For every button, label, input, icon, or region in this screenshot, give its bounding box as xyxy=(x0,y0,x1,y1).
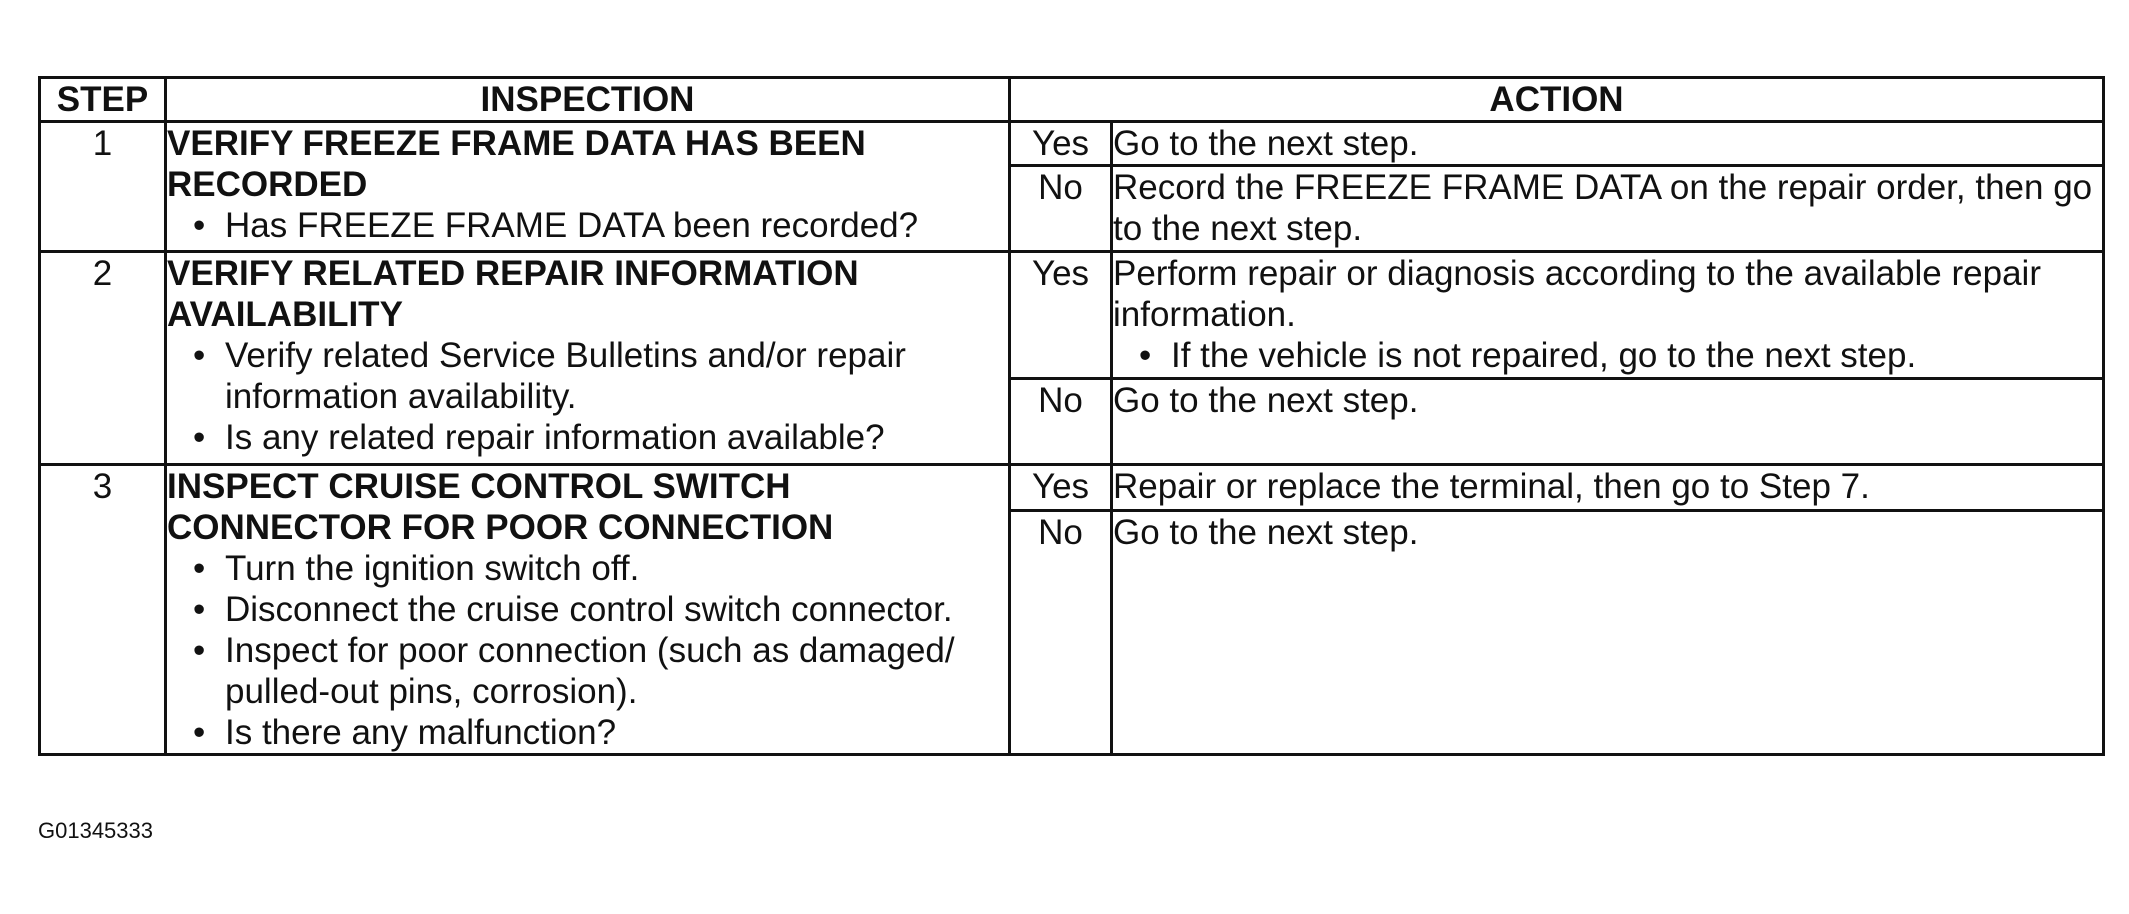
bullet-text: Verify related Service Bulletins and/or repair information availability. xyxy=(225,336,906,416)
yes-label: Yes xyxy=(1010,465,1112,511)
inspection-title: INSPECT CRUISE CONTROL SWITCH CONNECTOR FOR POOR CONNECTION xyxy=(167,467,834,547)
inspection-bullets xyxy=(167,548,1008,753)
step-number: 3 xyxy=(40,465,166,755)
inspection-title: VERIFY FREEZE FRAME DATA HAS BEEN RECORDED xyxy=(167,124,866,204)
table-row xyxy=(40,122,2104,166)
inspection-cell xyxy=(166,252,1010,465)
action-text: Perform repair or diagnosis according to the available repair information. xyxy=(1113,254,2041,334)
bullet-text: Turn the ignition switch off. xyxy=(225,549,640,588)
inspection-cell xyxy=(166,465,1010,755)
inspection-title: VERIFY RELATED REPAIR INFORMATION AVAILABILITY xyxy=(167,254,859,334)
inspection-bullets xyxy=(167,335,1008,458)
yes-label: Yes xyxy=(1010,252,1112,379)
no-action xyxy=(1112,511,2104,755)
bullet-icon: • xyxy=(193,206,206,245)
list-item xyxy=(193,589,1008,630)
action-bullets xyxy=(1113,335,2102,376)
bullet-icon: • xyxy=(1139,336,1152,375)
header-step: STEP xyxy=(40,78,166,122)
bullet-icon: • xyxy=(193,418,206,457)
bullet-text: Inspect for poor connection (such as damaged/ pulled-out pins, corrosion). xyxy=(225,631,955,711)
header-row xyxy=(40,78,2104,122)
no-action xyxy=(1112,379,2104,465)
action-text: Record the FREEZE FRAME DATA on the repair order, then go to the next step. xyxy=(1113,168,2093,248)
yes-action xyxy=(1112,252,2104,379)
action-text: Go to the next step. xyxy=(1113,124,1419,163)
inspection-cell xyxy=(166,122,1010,252)
inspection-bullets xyxy=(167,205,1008,246)
no-label: No xyxy=(1010,511,1112,755)
table-row xyxy=(40,465,2104,511)
yes-action xyxy=(1112,122,2104,166)
bullet-text: Is there any malfunction? xyxy=(225,713,617,752)
bullet-icon: • xyxy=(193,590,206,629)
step-number: 1 xyxy=(40,122,166,252)
bullet-icon: • xyxy=(193,631,206,670)
no-label: No xyxy=(1010,379,1112,465)
list-item xyxy=(193,712,1008,753)
header-inspection: INSPECTION xyxy=(166,78,1010,122)
action-text: Go to the next step. xyxy=(1113,513,1419,553)
header-action: ACTION xyxy=(1010,78,2104,122)
action-text: Go to the next step. xyxy=(1113,381,1419,420)
list-item xyxy=(193,205,1008,246)
table-row xyxy=(40,252,2104,379)
list-item xyxy=(193,630,1008,712)
figure-id: G01345333 xyxy=(38,818,153,843)
bullet-icon: • xyxy=(193,336,206,375)
diagnostic-table xyxy=(38,76,2105,756)
action-text: Repair or replace the terminal, then go to Step 7. xyxy=(1113,467,1870,506)
list-item xyxy=(193,548,1008,589)
yes-action xyxy=(1112,465,2104,511)
step-number: 2 xyxy=(40,252,166,465)
list-item xyxy=(193,417,1008,458)
no-label: No xyxy=(1010,166,1112,252)
bullet-text: Is any related repair information available? xyxy=(225,418,885,457)
bullet-icon: • xyxy=(193,549,206,588)
no-action xyxy=(1112,166,2104,252)
list-item xyxy=(1139,335,2102,376)
yes-label: Yes xyxy=(1010,122,1112,166)
bullet-text: Disconnect the cruise control switch connector. xyxy=(225,590,953,629)
bullet-icon: • xyxy=(193,713,206,752)
bullet-text: If the vehicle is not repaired, go to the next step. xyxy=(1171,336,1917,375)
bullet-text: Has FREEZE FRAME DATA been recorded? xyxy=(225,206,919,245)
list-item xyxy=(193,335,1008,417)
